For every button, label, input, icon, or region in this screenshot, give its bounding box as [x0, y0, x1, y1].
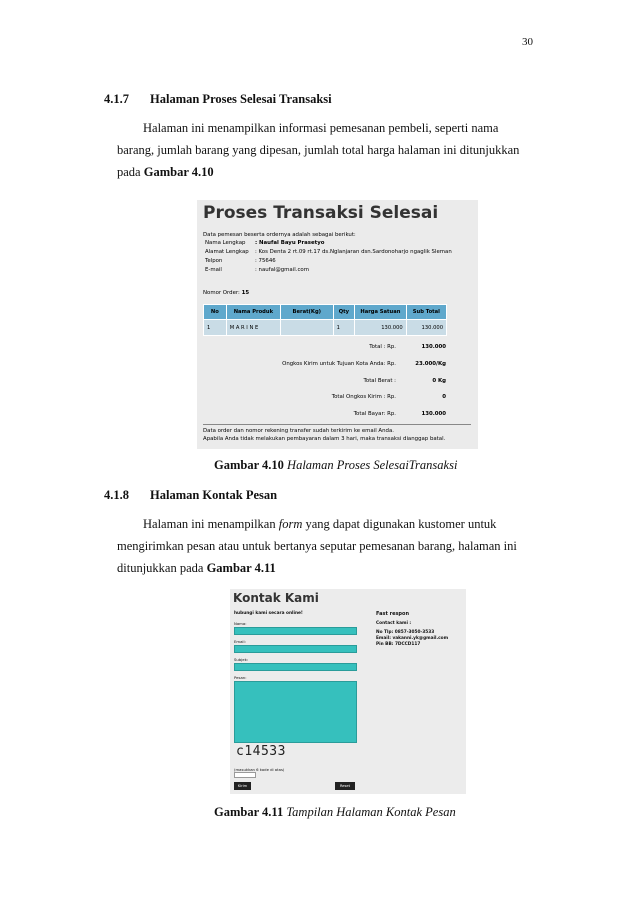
figure-proses-transaksi-selesai	[197, 200, 478, 449]
paragraph-text: pada	[117, 165, 144, 179]
field-value: : 75646	[255, 258, 276, 264]
table-cell: 1	[204, 320, 227, 336]
table-cell: 130.000	[406, 320, 446, 336]
field-value: : Naufal Bayu Prasetyo	[255, 240, 325, 246]
message-textarea[interactable]	[234, 681, 357, 743]
subject-label: Subjek:	[234, 657, 249, 662]
table-header: Berat(Kg)	[281, 305, 334, 320]
email-label: Email:	[234, 639, 246, 644]
captcha-image: c14533	[236, 744, 286, 759]
field-value: : Kos Denta 2 rt.09 rt.17 ds.Nglanjaran dsn.Sardonoharjo ngaglik Sleman	[255, 249, 452, 255]
summary-value: 130.000	[421, 411, 446, 417]
field-value: : naufal@gmail.com	[255, 267, 309, 273]
footer-note: Data order dan nomor rekening transfer sudah terkirim ke email Anda.	[203, 428, 394, 434]
table-cell	[281, 320, 334, 336]
caption-label: Gambar 4.11	[214, 805, 284, 819]
field-label: Nama Lengkap	[205, 240, 246, 246]
field-label: Telpon	[205, 258, 223, 264]
paragraph-italic: form	[278, 517, 303, 531]
order-value: 15	[241, 290, 250, 296]
summary-label: Ongkos Kirim untuk Tujuan Kota Anda: Rp.	[282, 361, 396, 367]
intro-text: Data pemesan beserta ordernya adalah sebagai berikut:	[203, 232, 356, 238]
figure-reference: Gambar 4.10	[143, 165, 214, 179]
table-cell: M A R I N E	[226, 320, 280, 336]
paragraph-text: ditunjukkan pada	[117, 561, 207, 575]
subject-input[interactable]	[234, 663, 357, 671]
figure-caption-4-11	[214, 805, 456, 820]
section-number: 4.1.7	[104, 92, 129, 106]
divider	[203, 424, 471, 425]
section-paragraph-4-1-8	[117, 513, 547, 579]
paragraph-text: yang dapat digunakan kustomer untuk	[302, 517, 497, 531]
caption-text: Tampilan Halaman Kontak Pesan	[286, 805, 456, 819]
section-paragraph-4-1-7	[117, 117, 547, 183]
reset-button[interactable]: Reset	[335, 782, 355, 790]
summary-label: Total Ongkos Kirim : Rp.	[331, 394, 396, 400]
paragraph-line: mengirimkan pesan atau untuk bertanya seputar pemesanan barang, halaman ini	[117, 539, 517, 553]
field-label: E-mail	[205, 267, 222, 273]
table-cell: 130.000	[355, 320, 407, 336]
captcha-input[interactable]	[234, 772, 256, 778]
side-email: Email: vakanni.yk@gmail.com	[376, 636, 449, 641]
paragraph-text: Halaman ini menampilkan	[143, 517, 279, 531]
paragraph-line: barang, jumlah barang yang dipesan, jumlah total harga halaman ini ditunjukkan	[117, 143, 520, 157]
summary-value: 23.000/Kg	[415, 361, 446, 367]
figure-kontak-kami	[230, 589, 466, 794]
figure-reference: Gambar 4.11	[206, 561, 276, 575]
section-heading-4-1-8	[104, 488, 277, 503]
caption-text: Halaman Proses SelesaiTransaksi	[287, 458, 458, 472]
figure-title: Proses Transaksi Selesai	[203, 203, 439, 223]
captcha-hint: (masukkan 6 kode di atas)	[234, 767, 285, 772]
section-title: Halaman Proses Selesai Transaksi	[150, 92, 332, 106]
table-cell: 1	[333, 320, 355, 336]
form-subtitle: hubungi kami secara online!	[234, 611, 303, 616]
table-header: Harga Satuan	[355, 305, 407, 320]
paragraph-line: Halaman ini menampilkan informasi pemesanan pembeli, seperti nama	[143, 121, 499, 135]
field-label: Alamat Lengkap	[205, 249, 249, 255]
name-label: Nama:	[234, 621, 247, 626]
summary-value: 0	[442, 394, 446, 400]
table-header: Nama Produk	[226, 305, 280, 320]
name-input[interactable]	[234, 627, 357, 635]
summary-label: Total Berat :	[363, 378, 396, 384]
table-header: No	[204, 305, 227, 320]
table-header: Qty	[333, 305, 355, 320]
side-subtitle: Contact kami :	[376, 621, 412, 626]
side-pin: Pin BB: 7DCCD117	[376, 642, 421, 647]
summary-value: 0 Kg	[432, 378, 446, 384]
side-title: Fast respon	[376, 611, 410, 617]
side-phone: No Tlp: 0857-3050-3533	[376, 630, 435, 635]
section-title: Halaman Kontak Pesan	[150, 488, 278, 502]
summary-label: Total Bayar: Rp.	[353, 411, 396, 417]
section-number: 4.1.8	[104, 488, 129, 502]
table-header: Sub Total	[406, 305, 446, 320]
form-title: Kontak Kami	[233, 591, 319, 605]
order-number	[203, 290, 249, 296]
page-number: 30	[522, 36, 533, 48]
submit-button[interactable]: Kirim	[234, 782, 251, 790]
order-table	[203, 304, 447, 336]
figure-caption-4-10	[214, 458, 457, 473]
summary-label: Total : Rp.	[369, 344, 396, 350]
email-input[interactable]	[234, 645, 357, 653]
table-row	[204, 320, 447, 336]
order-label: Nomor Order:	[203, 290, 240, 296]
caption-label: Gambar 4.10	[214, 458, 284, 472]
footer-note: Apabila Anda tidak melakukan pembayaran dalam 3 hari, maka transaksi dianggap batal.	[203, 436, 446, 442]
summary-value: 130.000	[421, 344, 446, 350]
section-heading-4-1-7	[104, 92, 332, 107]
message-label: Pesan:	[234, 675, 247, 680]
